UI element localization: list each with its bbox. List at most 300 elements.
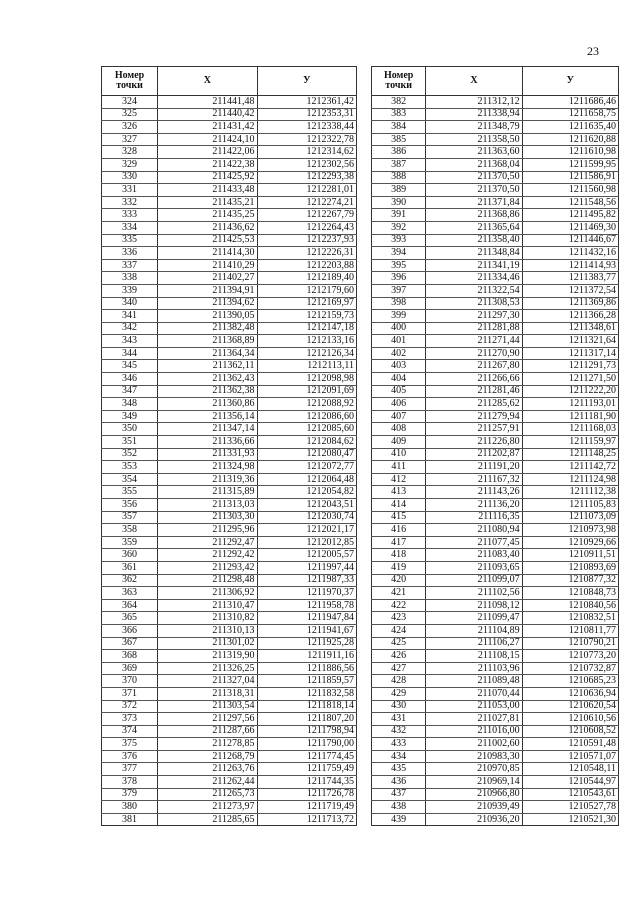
cell-x: 211368,04 (426, 158, 522, 171)
cell-point-number: 373 (102, 713, 158, 726)
cell-point-number: 371 (102, 687, 158, 700)
cell-point-number: 423 (372, 612, 426, 625)
table-row (372, 486, 619, 499)
cell-x: 210970,85 (426, 763, 522, 776)
cell-x: 211364,34 (158, 347, 257, 360)
cell-y: 1212072,77 (257, 461, 356, 474)
cell-point-number: 383 (372, 108, 426, 121)
table-row (102, 624, 357, 637)
cell-x: 211368,89 (158, 335, 257, 348)
cell-point-number: 436 (372, 776, 426, 789)
cell-point-number: 414 (372, 499, 426, 512)
cell-x: 211334,46 (426, 272, 522, 285)
table-row (102, 96, 357, 109)
table-row (102, 221, 357, 234)
table-row (102, 398, 357, 411)
cell-point-number: 336 (102, 247, 158, 260)
table-row (102, 196, 357, 209)
table-row (372, 234, 619, 247)
cell-point-number: 372 (102, 700, 158, 713)
cell-x: 211285,65 (158, 813, 257, 826)
coordinates-table-right (371, 66, 619, 826)
cell-x: 210966,80 (426, 788, 522, 801)
header-point-number: Номер точки (372, 67, 426, 96)
table-row (372, 612, 619, 625)
cell-y: 1212274,21 (257, 196, 356, 209)
table-row (102, 738, 357, 751)
cell-x: 211077,45 (426, 536, 522, 549)
cell-x: 211102,56 (426, 587, 522, 600)
table-row (102, 536, 357, 549)
cell-y: 1211369,86 (522, 297, 618, 310)
cell-x: 211070,44 (426, 687, 522, 700)
table-row (102, 511, 357, 524)
cell-point-number: 438 (372, 801, 426, 814)
cell-point-number: 366 (102, 624, 158, 637)
table-row (102, 322, 357, 335)
cell-point-number: 410 (372, 448, 426, 461)
cell-x: 211331,93 (158, 448, 257, 461)
table-row (372, 499, 619, 512)
cell-y: 1210571,07 (522, 750, 618, 763)
cell-x: 211336,66 (158, 436, 257, 449)
cell-x: 211365,64 (426, 221, 522, 234)
cell-y: 1211635,40 (522, 121, 618, 134)
cell-x: 211315,89 (158, 486, 257, 499)
table-row (372, 133, 619, 146)
cell-point-number: 328 (102, 146, 158, 159)
cell-x: 211362,11 (158, 360, 257, 373)
table-row (372, 360, 619, 373)
cell-x: 211271,44 (426, 335, 522, 348)
cell-x: 211435,25 (158, 209, 257, 222)
table-row (372, 436, 619, 449)
cell-x: 211390,05 (158, 310, 257, 323)
cell-point-number: 363 (102, 587, 158, 600)
table-row (102, 158, 357, 171)
table-row (372, 259, 619, 272)
cell-point-number: 393 (372, 234, 426, 247)
table-row (372, 209, 619, 222)
cell-point-number: 407 (372, 410, 426, 423)
cell-x: 211363,60 (426, 146, 522, 159)
cell-y: 1210893,69 (522, 561, 618, 574)
table-row (372, 776, 619, 789)
cell-y: 1210610,56 (522, 713, 618, 726)
table-row (372, 788, 619, 801)
cell-y: 1210543,61 (522, 788, 618, 801)
cell-x: 211348,84 (426, 247, 522, 260)
cell-y: 1210911,51 (522, 549, 618, 562)
cell-point-number: 390 (372, 196, 426, 209)
cell-x: 211262,44 (158, 776, 257, 789)
table-row (102, 347, 357, 360)
cell-x: 211287,66 (158, 725, 257, 738)
cell-x: 211360,86 (158, 398, 257, 411)
table-row (102, 423, 357, 436)
cell-point-number: 395 (372, 259, 426, 272)
table-row (102, 184, 357, 197)
cell-x: 211394,62 (158, 297, 257, 310)
cell-point-number: 439 (372, 813, 426, 826)
table-row (102, 473, 357, 486)
cell-y: 1212086,60 (257, 410, 356, 423)
cell-x: 211297,30 (426, 310, 522, 323)
cell-point-number: 326 (102, 121, 158, 134)
coordinates-table-left (101, 66, 357, 826)
cell-x: 211106,27 (426, 637, 522, 650)
cell-x: 211370,50 (426, 184, 522, 197)
cell-x: 211268,79 (158, 750, 257, 763)
cell-y: 1210832,51 (522, 612, 618, 625)
cell-point-number: 385 (372, 133, 426, 146)
cell-x: 211358,50 (426, 133, 522, 146)
cell-y: 1212043,51 (257, 499, 356, 512)
cell-point-number: 422 (372, 599, 426, 612)
cell-x: 211089,48 (426, 675, 522, 688)
cell-point-number: 392 (372, 221, 426, 234)
cell-y: 1210685,23 (522, 675, 618, 688)
cell-x: 211422,06 (158, 146, 257, 159)
cell-y: 1211560,98 (522, 184, 618, 197)
cell-point-number: 394 (372, 247, 426, 260)
table-row (372, 158, 619, 171)
cell-y: 1211911,16 (257, 650, 356, 663)
cell-x: 211362,43 (158, 373, 257, 386)
cell-y: 1211925,28 (257, 637, 356, 650)
cell-point-number: 343 (102, 335, 158, 348)
cell-x: 211436,62 (158, 221, 257, 234)
cell-x: 211295,96 (158, 524, 257, 537)
cell-y: 1212054,82 (257, 486, 356, 499)
cell-point-number: 386 (372, 146, 426, 159)
cell-point-number: 345 (102, 360, 158, 373)
cell-x: 210983,30 (426, 750, 522, 763)
cell-point-number: 389 (372, 184, 426, 197)
cell-y: 1211759,49 (257, 763, 356, 776)
cell-x: 211425,53 (158, 234, 257, 247)
cell-point-number: 351 (102, 436, 158, 449)
cell-x: 211341,19 (426, 259, 522, 272)
table-row (102, 121, 357, 134)
cell-y: 1212314,62 (257, 146, 356, 159)
cell-y: 1211610,98 (522, 146, 618, 159)
cell-y: 1212226,31 (257, 247, 356, 260)
table-row (102, 436, 357, 449)
cell-x: 211281,46 (426, 385, 522, 398)
table-row (372, 108, 619, 121)
header-y: У (522, 67, 618, 96)
cell-point-number: 344 (102, 347, 158, 360)
cell-x: 211318,31 (158, 687, 257, 700)
table-row (102, 272, 357, 285)
table-row (372, 247, 619, 260)
cell-y: 1212084,62 (257, 436, 356, 449)
cell-x: 211310,47 (158, 599, 257, 612)
cell-point-number: 419 (372, 561, 426, 574)
table-row (102, 549, 357, 562)
cell-x: 211324,98 (158, 461, 257, 474)
cell-point-number: 413 (372, 486, 426, 499)
cell-y: 1211271,50 (522, 373, 618, 386)
cell-x: 211202,87 (426, 448, 522, 461)
table-row (102, 725, 357, 738)
cell-point-number: 350 (102, 423, 158, 436)
cell-y: 1211414,93 (522, 259, 618, 272)
cell-point-number: 331 (102, 184, 158, 197)
table-row (372, 599, 619, 612)
cell-point-number: 387 (372, 158, 426, 171)
table-row (372, 473, 619, 486)
cell-x: 211099,47 (426, 612, 522, 625)
cell-y: 1211469,30 (522, 221, 618, 234)
cell-x: 211267,80 (426, 360, 522, 373)
cell-point-number: 360 (102, 549, 158, 562)
cell-y: 1210840,56 (522, 599, 618, 612)
cell-x: 211191,20 (426, 461, 522, 474)
cell-x: 211441,48 (158, 96, 257, 109)
cell-x: 211435,21 (158, 196, 257, 209)
table-row (372, 549, 619, 562)
table-row (102, 234, 357, 247)
cell-y: 1211886,56 (257, 662, 356, 675)
cell-x: 211270,90 (426, 347, 522, 360)
table-row (372, 423, 619, 436)
cell-y: 1212281,01 (257, 184, 356, 197)
cell-x: 211338,94 (426, 108, 522, 121)
cell-point-number: 416 (372, 524, 426, 537)
cell-x: 211424,10 (158, 133, 257, 146)
cell-y: 1211774,45 (257, 750, 356, 763)
cell-x: 211431,42 (158, 121, 257, 134)
table-row (372, 146, 619, 159)
cell-point-number: 412 (372, 473, 426, 486)
table-row (102, 373, 357, 386)
cell-x: 211027,81 (426, 713, 522, 726)
cell-y: 1212179,60 (257, 284, 356, 297)
table-row (372, 587, 619, 600)
cell-x: 211433,48 (158, 184, 257, 197)
header-y: У (257, 67, 356, 96)
table-row (102, 599, 357, 612)
cell-x: 211143,26 (426, 486, 522, 499)
cell-y: 1212353,31 (257, 108, 356, 121)
cell-point-number: 425 (372, 637, 426, 650)
cell-y: 1212203,88 (257, 259, 356, 272)
cell-x: 211319,36 (158, 473, 257, 486)
cell-point-number: 339 (102, 284, 158, 297)
table-row (372, 801, 619, 814)
cell-y: 1212293,38 (257, 171, 356, 184)
cell-point-number: 432 (372, 725, 426, 738)
cell-x: 211016,00 (426, 725, 522, 738)
cell-x: 211308,53 (426, 297, 522, 310)
cell-point-number: 435 (372, 763, 426, 776)
cell-y: 1212098,98 (257, 373, 356, 386)
cell-y: 1212064,48 (257, 473, 356, 486)
cell-y: 1212133,16 (257, 335, 356, 348)
table-row (372, 385, 619, 398)
table-header-row (372, 67, 619, 96)
cell-point-number: 335 (102, 234, 158, 247)
cell-x: 211279,94 (426, 410, 522, 423)
cell-point-number: 370 (102, 675, 158, 688)
cell-x: 211326,25 (158, 662, 257, 675)
cell-point-number: 405 (372, 385, 426, 398)
table-row (102, 360, 357, 373)
cell-point-number: 376 (102, 750, 158, 763)
cell-y: 1211321,64 (522, 335, 618, 348)
cell-point-number: 355 (102, 486, 158, 499)
cell-point-number: 404 (372, 373, 426, 386)
table-row (102, 108, 357, 121)
cell-y: 1211366,28 (522, 310, 618, 323)
cell-point-number: 341 (102, 310, 158, 323)
table-row (102, 801, 357, 814)
cell-x: 211370,50 (426, 171, 522, 184)
table-row (102, 574, 357, 587)
cell-x: 210939,49 (426, 801, 522, 814)
cell-x: 211310,82 (158, 612, 257, 625)
cell-y: 1212302,56 (257, 158, 356, 171)
table-row (102, 650, 357, 663)
table-row (102, 662, 357, 675)
cell-y: 1210620,54 (522, 700, 618, 713)
cell-point-number: 337 (102, 259, 158, 272)
cell-point-number: 348 (102, 398, 158, 411)
cell-x: 211303,54 (158, 700, 257, 713)
cell-point-number: 362 (102, 574, 158, 587)
cell-x: 211422,38 (158, 158, 257, 171)
cell-point-number: 346 (102, 373, 158, 386)
cell-y: 1211859,57 (257, 675, 356, 688)
cell-y: 1211148,25 (522, 448, 618, 461)
cell-x: 211313,03 (158, 499, 257, 512)
cell-x: 211310,13 (158, 624, 257, 637)
table-row (372, 524, 619, 537)
cell-point-number: 424 (372, 624, 426, 637)
cell-x: 211103,96 (426, 662, 522, 675)
cell-y: 1212264,43 (257, 221, 356, 234)
cell-y: 1211112,38 (522, 486, 618, 499)
cell-y: 1211142,72 (522, 461, 618, 474)
cell-point-number: 361 (102, 561, 158, 574)
cell-point-number: 434 (372, 750, 426, 763)
cell-y: 1212012,85 (257, 536, 356, 549)
table-row (372, 713, 619, 726)
table-row (102, 171, 357, 184)
cell-y: 1210732,87 (522, 662, 618, 675)
cell-x: 211053,00 (426, 700, 522, 713)
cell-x: 211371,84 (426, 196, 522, 209)
cell-y: 1212005,57 (257, 549, 356, 562)
cell-y: 1210848,73 (522, 587, 618, 600)
cell-point-number: 329 (102, 158, 158, 171)
cell-x: 211292,47 (158, 536, 257, 549)
cell-y: 1212338,44 (257, 121, 356, 134)
table-row (372, 272, 619, 285)
table-row (372, 373, 619, 386)
cell-x: 211356,14 (158, 410, 257, 423)
cell-point-number: 384 (372, 121, 426, 134)
table-row (372, 738, 619, 751)
cell-point-number: 359 (102, 536, 158, 549)
cell-x: 211167,32 (426, 473, 522, 486)
cell-y: 1210548,11 (522, 763, 618, 776)
cell-x: 211098,12 (426, 599, 522, 612)
table-row (102, 813, 357, 826)
cell-x: 211440,42 (158, 108, 257, 121)
table-row (102, 385, 357, 398)
cell-y: 1210973,98 (522, 524, 618, 537)
cell-point-number: 347 (102, 385, 158, 398)
table-row (372, 561, 619, 574)
cell-point-number: 388 (372, 171, 426, 184)
table-row (372, 650, 619, 663)
cell-x: 211265,73 (158, 788, 257, 801)
cell-point-number: 325 (102, 108, 158, 121)
table-row (102, 687, 357, 700)
cell-x: 211362,38 (158, 385, 257, 398)
cell-x: 211292,42 (158, 549, 257, 562)
cell-point-number: 340 (102, 297, 158, 310)
table-row (102, 410, 357, 423)
table-row (102, 259, 357, 272)
cell-y: 1211987,33 (257, 574, 356, 587)
cell-y: 1212021,17 (257, 524, 356, 537)
cell-point-number: 427 (372, 662, 426, 675)
cell-y: 1211744,35 (257, 776, 356, 789)
cell-point-number: 353 (102, 461, 158, 474)
cell-x: 211226,80 (426, 436, 522, 449)
cell-x: 211327,04 (158, 675, 257, 688)
cell-x: 211348,79 (426, 121, 522, 134)
cell-point-number: 356 (102, 499, 158, 512)
table-row (372, 310, 619, 323)
table-row (102, 763, 357, 776)
cell-y: 1210877,32 (522, 574, 618, 587)
cell-point-number: 365 (102, 612, 158, 625)
table-row (372, 171, 619, 184)
cell-y: 1210591,48 (522, 738, 618, 751)
cell-x: 211080,94 (426, 524, 522, 537)
cell-x: 211347,14 (158, 423, 257, 436)
cell-y: 1212169,97 (257, 297, 356, 310)
cell-y: 1212113,11 (257, 360, 356, 373)
table-row (102, 247, 357, 260)
cell-x: 211257,91 (426, 423, 522, 436)
table-row (102, 524, 357, 537)
table-row (372, 461, 619, 474)
table-row (102, 499, 357, 512)
cell-y: 1212189,40 (257, 272, 356, 285)
cell-y: 1211790,00 (257, 738, 356, 751)
table-row (102, 561, 357, 574)
cell-y: 1211291,73 (522, 360, 618, 373)
cell-y: 1210929,66 (522, 536, 618, 549)
cell-x: 211312,12 (426, 96, 522, 109)
table-row (102, 146, 357, 159)
cell-point-number: 374 (102, 725, 158, 738)
table-row (372, 725, 619, 738)
cell-x: 211410,29 (158, 259, 257, 272)
cell-y: 1211586,91 (522, 171, 618, 184)
cell-y: 1210636,94 (522, 687, 618, 700)
cell-x: 211301,02 (158, 637, 257, 650)
cell-x: 211002,60 (426, 738, 522, 751)
cell-point-number: 411 (372, 461, 426, 474)
cell-y: 1211548,56 (522, 196, 618, 209)
